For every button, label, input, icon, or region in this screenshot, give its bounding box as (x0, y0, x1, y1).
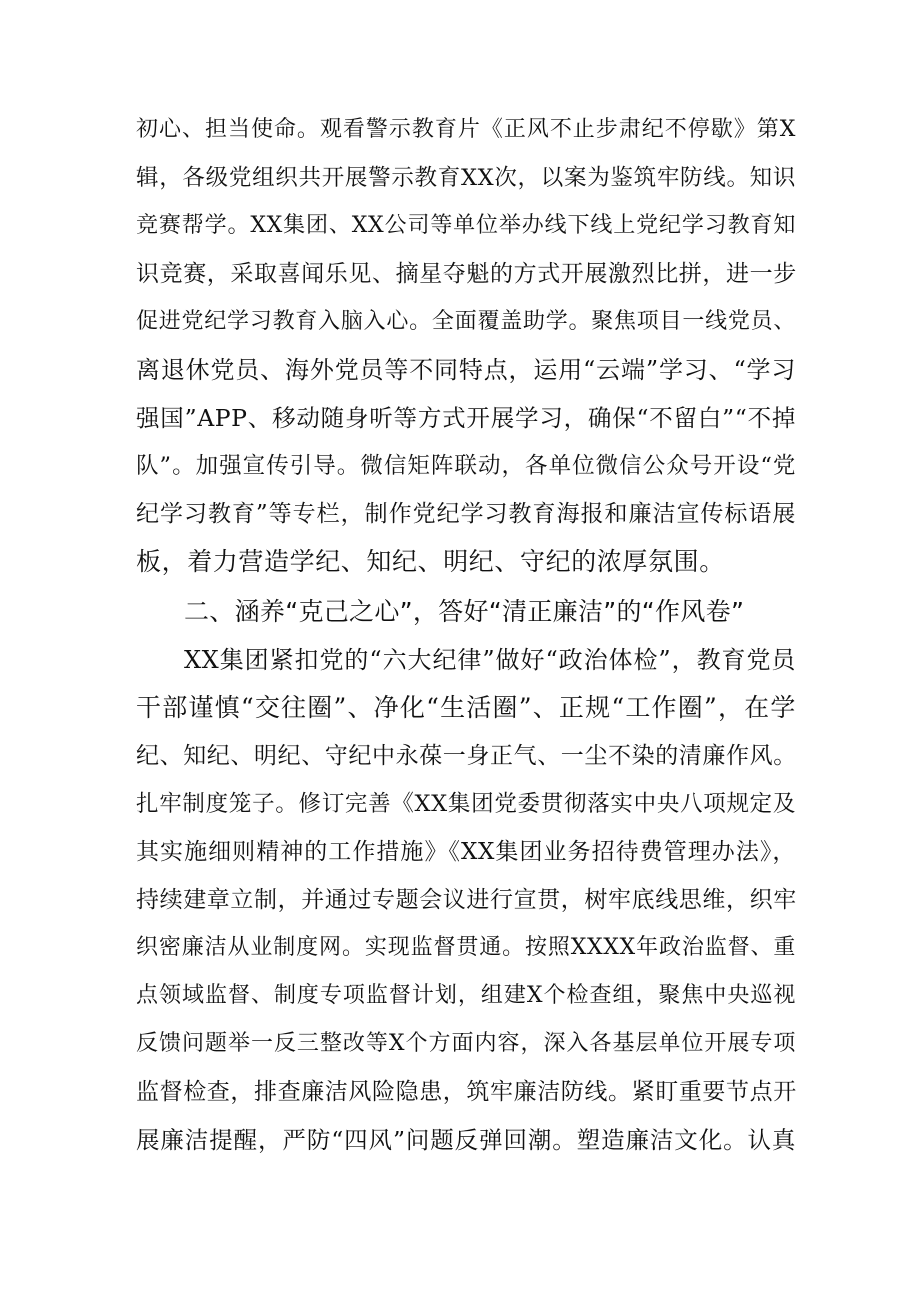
body-text-line: 扎牢制度笼子。修订完善《XX集团党委贯彻落实中央八项规定及 (136, 791, 796, 817)
body-text-line: 展廉洁提醒，严防“四风”问题反弹回潮。塑造廉洁文化。认真 (136, 1126, 796, 1154)
body-text-line: 强国”APP、移动随身听等方式开展学习，确保“不留白”“不掉 (136, 404, 796, 432)
body-text-line: 织密廉洁从业制度网。实现监督贯通。按照XXXX年政治监督、重 (136, 935, 796, 960)
body-text-line: 纪、知纪、明纪、守纪中永葆一身正气、一尘不染的清廉作风。 (136, 743, 797, 769)
body-text-line: 点领域监督、制度专项监督计划，组建X个检查组，聚焦中央巡视 (136, 983, 796, 1008)
body-text-line: 初心、担当使命。观看警示教育片《正风不止步肃纪不停歇》第X (136, 117, 796, 142)
body-text-line: XX集团紧扣党的“六大纪律”做好“政治体检”，教育党员 (184, 646, 796, 674)
body-text-line: 辑，各级党组织共开展警示教育XX次，以案为鉴筑牢防线。知识 (136, 165, 796, 191)
section-heading: 二、涵养“克己之心”，答好“清正廉洁”的“作风卷” (184, 597, 745, 626)
body-text-line: 识竞赛，采取喜闻乐见、摘星夺魁的方式开展激烈比拼，进一步 (136, 261, 797, 287)
body-text-line: 离退休党员、海外党员等不同特点，运用“云端”学习、“学习 (136, 356, 796, 384)
body-text-line: 反馈问题举一反三整改等X个方面内容，深入各基层单位开展专项 (136, 1031, 796, 1056)
body-text-line: 监督检查，排查廉洁风险隐患，筑牢廉洁防线。紧盯重要节点开 (136, 1079, 797, 1105)
body-text-line: 板，着力营造学纪、知纪、明纪、守纪的浓厚氛围。 (136, 547, 725, 576)
body-text-line: 干部谨慎“交往圈”、净化“生活圈”、正规“工作圈”，在学 (136, 693, 796, 722)
body-text-line: 促进党纪学习教育入脑入心。全面覆盖助学。聚焦项目一线党员、 (136, 309, 796, 334)
body-text-line: 队”。加强宣传引导。微信矩阵联动，各单位微信公众号开设“党 (136, 453, 796, 479)
body-text-line: 竞赛帮学。XX集团、XX公司等单位举办线下线上党纪学习教育知 (136, 213, 796, 238)
body-text-line: 持续建章立制，并通过专题会议进行宣贯，树牢底线思维，织牢 (136, 887, 797, 913)
body-text-line: 纪学习教育”等专栏，制作党纪学习教育海报和廉洁宣传标语展 (136, 501, 796, 527)
body-text-line: 其实施细则精神的工作措施》《XX集团业务招待费管理办法》， (136, 839, 796, 865)
